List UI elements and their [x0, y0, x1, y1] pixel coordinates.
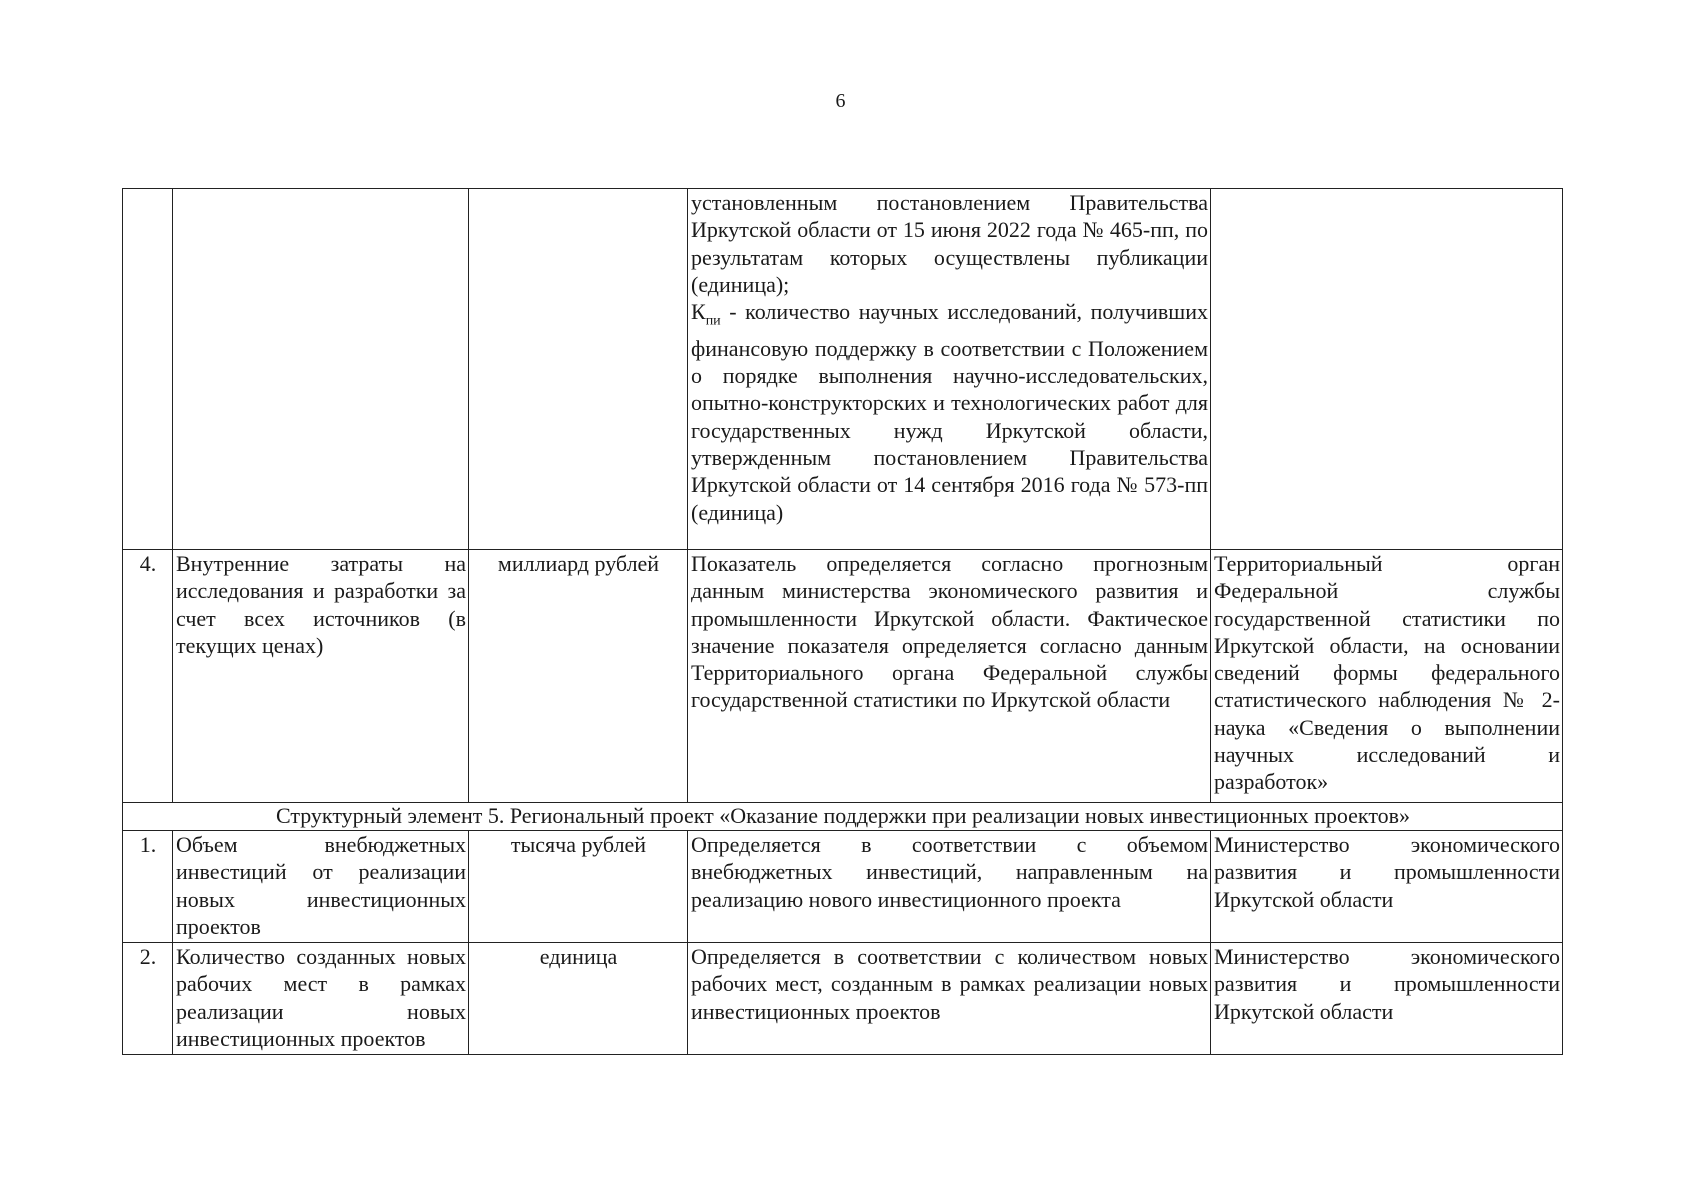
table-row — [123, 831, 1563, 943]
indicator-name: Количество созданных новых рабочих мест в рамках реализации новых инвестиционных проектов — [173, 943, 469, 1055]
indicator-unit: тысяча рублей — [469, 831, 688, 943]
row-number: 4. — [123, 550, 173, 803]
indicator-source: Территориальный орган Федеральной службы государственной статистики по Иркутской области, на основании сведений формы федерального статистического наблюдения № 2-наука «Сведения о выполнении научных исследований и разработок» — [1211, 550, 1563, 803]
method-symbol-subscript: пи — [705, 313, 721, 329]
table-row-continuation — [123, 189, 1563, 550]
indicator-source: Министерство экономического развития и промышленности Иркутской области — [1211, 943, 1563, 1055]
cell-source-empty — [1211, 189, 1563, 550]
page-number: 6 — [835, 90, 846, 112]
method-symbol: К — [691, 299, 706, 325]
indicator-method: Определяется в соответствии с объемом внебюджетных инвестиций, направленным на реализацию нового инвестиционного проекта — [688, 831, 1211, 943]
cell-unit-empty — [469, 189, 688, 550]
method-text-part2 — [691, 298, 1208, 526]
indicator-method: Определяется в соответствии с количеством новых рабочих мест, созданным в рамках реализации новых инвестиционных проектов — [688, 943, 1211, 1055]
indicator-name: Объем внебюджетных инвестиций от реализации новых инвестиционных проектов — [173, 831, 469, 943]
row-number: 2. — [123, 943, 173, 1055]
cell-num-empty — [123, 189, 173, 550]
indicators-table — [122, 188, 1563, 1055]
indicator-name: Внутренние затраты на исследования и разработки за счет всех источников (в текущих ценах) — [173, 550, 469, 803]
indicator-unit: единица — [469, 943, 688, 1055]
cell-name-empty — [173, 189, 469, 550]
table-row — [123, 943, 1563, 1055]
cell-method-continuation — [688, 189, 1211, 550]
method-text-part1: установленным постановлением Правительства Иркутской области от 15 июня 2022 года № 465-пп, по результатам которых осуществлены публикации (единица); — [691, 190, 1208, 297]
indicator-source: Министерство экономического развития и промышленности Иркутской области — [1211, 831, 1563, 943]
table-row — [123, 550, 1563, 803]
section-header-row — [123, 803, 1563, 831]
section-title: Структурный элемент 5. Региональный проект «Оказание поддержки при реализации новых инвестиционных проектов» — [123, 803, 1563, 831]
indicator-method: Показатель определяется согласно прогнозным данным министерства экономического развития и промышленности Иркутской области. Фактическое значение показателя определяется согласно данным Территориального органа Федеральной службы государственной статистики по Иркутской области — [688, 550, 1211, 803]
indicator-unit: миллиард рублей — [469, 550, 688, 803]
row-number: 1. — [123, 831, 173, 943]
method-symbol-definition: - количество научных исследований, получивших финансовую поддержку в соответствии с Положением о порядке выполнения научно-исследовательских, опытно-конструкторских и технологических работ для государственных нужд Иркутской области, утвержденным постановлением Правительства Иркутской области от 14 сентября 2016 года № 573-пп (единица) — [691, 299, 1208, 525]
